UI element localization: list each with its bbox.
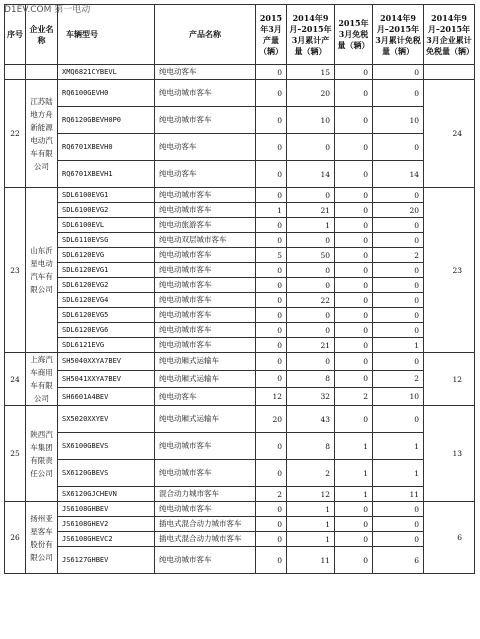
cell-prod-month: 0 — [256, 278, 287, 293]
cell-model: SDL6110EVSG — [58, 233, 155, 248]
table-row — [5, 487, 475, 502]
cell-product: 纯电动客车 — [155, 134, 256, 161]
cell-exempt-month: 0 — [335, 338, 373, 353]
cell-prod-month: 0 — [256, 308, 287, 323]
cell-exempt-cum: 0 — [373, 532, 424, 547]
header-product: 产品名称 — [155, 5, 256, 65]
cell-prod-month: 0 — [256, 502, 287, 517]
cell-prod-cum: 12 — [287, 487, 335, 502]
cell-exempt-month: 1 — [335, 460, 373, 487]
cell-exempt-cum: 0 — [373, 293, 424, 308]
cell-exempt-cum: 11 — [373, 487, 424, 502]
cell-model: SDL6100EVG1 — [58, 188, 155, 203]
cell-exempt-month: 0 — [335, 293, 373, 308]
cell-exempt-month: 0 — [335, 188, 373, 203]
cell-prod-cum: 22 — [287, 293, 335, 308]
cell-exempt-cum: 10 — [373, 388, 424, 406]
table-row — [5, 65, 475, 80]
cell-prod-month: 1 — [256, 203, 287, 218]
cell-model: RQ6120GBEVH0P0 — [58, 107, 155, 134]
cell-product: 纯电动城市客车 — [155, 188, 256, 203]
cell-exempt-month: 2 — [335, 388, 373, 406]
cell-product: 纯电动城市客车 — [155, 547, 256, 574]
group-total: 24 — [424, 80, 475, 188]
cell-exempt-month: 0 — [335, 532, 373, 547]
group-company — [26, 65, 58, 80]
table-row — [5, 532, 475, 547]
cell-exempt-cum: 0 — [373, 80, 424, 107]
cell-exempt-cum: 0 — [373, 517, 424, 532]
cell-model: RQ6701XBEVH1 — [58, 161, 155, 188]
cell-exempt-month: 0 — [335, 502, 373, 517]
cell-prod-month: 2 — [256, 487, 287, 502]
table-row — [5, 107, 475, 134]
table-row — [5, 248, 475, 263]
cell-prod-month: 0 — [256, 263, 287, 278]
cell-prod-cum: 1 — [287, 218, 335, 233]
table-row — [5, 502, 475, 517]
table-row — [5, 188, 475, 203]
cell-prod-cum: 0 — [287, 353, 335, 371]
cell-exempt-month: 0 — [335, 161, 373, 188]
cell-exempt-month: 0 — [335, 248, 373, 263]
cell-model: SDL6120EVG — [58, 248, 155, 263]
cell-model: JS6108GHBEV — [58, 502, 155, 517]
cell-product: 纯电动城市客车 — [155, 338, 256, 353]
cell-product: 混合动力城市客车 — [155, 487, 256, 502]
cell-exempt-month: 0 — [335, 547, 373, 574]
cell-exempt-cum: 20 — [373, 203, 424, 218]
cell-prod-month: 0 — [256, 188, 287, 203]
cell-model: SDL6100EVL — [58, 218, 155, 233]
cell-model: SX6100GBEVS — [58, 433, 155, 460]
cell-product: 纯电动客车 — [155, 65, 256, 80]
cell-model: SDL6120EVG6 — [58, 323, 155, 338]
group-total — [424, 65, 475, 80]
group-company: 陕西汽车集团有限责任公司 — [26, 406, 58, 502]
cell-product: 纯电动城市客车 — [155, 278, 256, 293]
table-row — [5, 218, 475, 233]
cell-product: 纯电动厢式运输车 — [155, 406, 256, 433]
cell-product: 纯电动双层城市客车 — [155, 233, 256, 248]
cell-product: 纯电动城市客车 — [155, 308, 256, 323]
cell-product: 纯电动客车 — [155, 161, 256, 188]
table-row — [5, 293, 475, 308]
header-company: 企业名称 — [26, 5, 58, 65]
header-model: 车辆型号 — [58, 5, 155, 65]
group-company: 扬州亚星客车股份有限公司 — [26, 502, 58, 574]
cell-exempt-month: 0 — [335, 406, 373, 433]
cell-prod-month: 0 — [256, 233, 287, 248]
cell-prod-cum: 1 — [287, 532, 335, 547]
cell-exempt-cum: 0 — [373, 134, 424, 161]
cell-product: 纯电动城市客车 — [155, 502, 256, 517]
cell-model: SH5041XXYA7BEV — [58, 370, 155, 388]
group-seq: 25 — [5, 406, 26, 502]
group-total: 6 — [424, 502, 475, 574]
group-total: 12 — [424, 353, 475, 406]
cell-exempt-month: 0 — [335, 323, 373, 338]
cell-model: SDL6120EVG2 — [58, 278, 155, 293]
group-seq: 24 — [5, 353, 26, 406]
table-row — [5, 517, 475, 532]
table-row — [5, 406, 475, 433]
cell-exempt-cum: 0 — [373, 406, 424, 433]
header-exempt-month: 2015年3月免税量（辆） — [335, 5, 373, 65]
cell-prod-month: 20 — [256, 406, 287, 433]
cell-product: 纯电动城市客车 — [155, 460, 256, 487]
cell-exempt-cum: 10 — [373, 107, 424, 134]
group-seq: 23 — [5, 188, 26, 353]
cell-prod-month: 0 — [256, 134, 287, 161]
cell-product: 纯电动旅游客车 — [155, 218, 256, 233]
table-row — [5, 308, 475, 323]
group-total: 13 — [424, 406, 475, 502]
table-row — [5, 161, 475, 188]
cell-product: 纯电动客车 — [155, 388, 256, 406]
cell-exempt-cum: 0 — [373, 308, 424, 323]
table-row — [5, 134, 475, 161]
cell-exempt-cum: 0 — [373, 233, 424, 248]
cell-exempt-month: 0 — [335, 203, 373, 218]
cell-prod-month: 0 — [256, 218, 287, 233]
vehicle-tax-exemption-table — [4, 4, 475, 574]
cell-prod-cum: 20 — [287, 80, 335, 107]
cell-prod-month: 0 — [256, 517, 287, 532]
cell-prod-cum: 8 — [287, 370, 335, 388]
cell-exempt-month: 1 — [335, 433, 373, 460]
cell-product: 纯电动城市客车 — [155, 248, 256, 263]
cell-prod-cum: 0 — [287, 308, 335, 323]
cell-prod-cum: 50 — [287, 248, 335, 263]
cell-product: 插电式混合动力城市客车 — [155, 517, 256, 532]
cell-prod-month: 0 — [256, 547, 287, 574]
cell-prod-cum: 0 — [287, 263, 335, 278]
cell-prod-cum: 21 — [287, 203, 335, 218]
cell-prod-cum: 0 — [287, 134, 335, 161]
cell-exempt-cum: 1 — [373, 460, 424, 487]
cell-exempt-month: 0 — [335, 80, 373, 107]
cell-prod-cum: 11 — [287, 547, 335, 574]
cell-prod-month: 0 — [256, 370, 287, 388]
table-row — [5, 388, 475, 406]
group-company: 江苏陆地方舟新能源电动汽车有限公司 — [26, 80, 58, 188]
group-company: 上海汽车商用车有限公司 — [26, 353, 58, 406]
cell-exempt-cum: 0 — [373, 65, 424, 80]
cell-exempt-cum: 0 — [373, 218, 424, 233]
cell-prod-month: 0 — [256, 433, 287, 460]
cell-prod-cum: 1 — [287, 517, 335, 532]
table-row — [5, 323, 475, 338]
table-row — [5, 80, 475, 107]
cell-exempt-month: 0 — [335, 134, 373, 161]
cell-product: 纯电动城市客车 — [155, 203, 256, 218]
cell-model: SDL6120EVG1 — [58, 263, 155, 278]
cell-exempt-cum: 6 — [373, 547, 424, 574]
header-seq: 序号 — [5, 5, 26, 65]
cell-product: 纯电动厢式运输车 — [155, 353, 256, 371]
cell-prod-month: 0 — [256, 80, 287, 107]
cell-prod-cum: 1 — [287, 502, 335, 517]
cell-prod-month: 0 — [256, 107, 287, 134]
cell-model: JS6127GHBEV — [58, 547, 155, 574]
cell-exempt-month: 1 — [335, 487, 373, 502]
cell-exempt-month: 0 — [335, 370, 373, 388]
cell-exempt-month: 0 — [335, 233, 373, 248]
cell-prod-month: 12 — [256, 388, 287, 406]
table-body — [5, 65, 475, 574]
cell-exempt-cum: 1 — [373, 433, 424, 460]
cell-exempt-cum: 14 — [373, 161, 424, 188]
cell-exempt-month: 0 — [335, 308, 373, 323]
cell-prod-cum: 0 — [287, 278, 335, 293]
cell-prod-cum: 21 — [287, 338, 335, 353]
cell-prod-month: 5 — [256, 248, 287, 263]
table-row — [5, 433, 475, 460]
cell-prod-month: 0 — [256, 460, 287, 487]
cell-exempt-cum: 0 — [373, 188, 424, 203]
cell-model: SX6120GJCHEVN — [58, 487, 155, 502]
table-row — [5, 353, 475, 371]
table-row — [5, 338, 475, 353]
table-row — [5, 278, 475, 293]
cell-exempt-month: 0 — [335, 218, 373, 233]
group-company: 山东沂星电动汽车有限公司 — [26, 188, 58, 353]
cell-model: RQ6701XBEVH0 — [58, 134, 155, 161]
cell-product: 纯电动城市客车 — [155, 263, 256, 278]
table-row — [5, 263, 475, 278]
cell-product: 插电式混合动力城市客车 — [155, 532, 256, 547]
cell-exempt-cum: 0 — [373, 353, 424, 371]
table-row — [5, 203, 475, 218]
group-seq — [5, 65, 26, 80]
cell-prod-cum: 0 — [287, 323, 335, 338]
cell-exempt-month: 0 — [335, 278, 373, 293]
cell-exempt-month: 0 — [335, 65, 373, 80]
cell-exempt-month: 0 — [335, 107, 373, 134]
cell-model: SDL6120EVG5 — [58, 308, 155, 323]
cell-model: JS6108GHEV2 — [58, 517, 155, 532]
cell-prod-cum: 15 — [287, 65, 335, 80]
cell-prod-cum: 43 — [287, 406, 335, 433]
group-seq: 26 — [5, 502, 26, 574]
group-total: 23 — [424, 188, 475, 353]
cell-model: SDL6100EVG2 — [58, 203, 155, 218]
cell-prod-month: 0 — [256, 338, 287, 353]
header-company-total: 2014年9月–2015年3月企业累计免税量（辆） — [424, 5, 475, 65]
cell-product: 纯电动城市客车 — [155, 80, 256, 107]
cell-model: SX5020XXYEV — [58, 406, 155, 433]
cell-exempt-month: 0 — [335, 263, 373, 278]
table-row — [5, 460, 475, 487]
table-row — [5, 233, 475, 248]
header-prod-month: 2015年3月产量（辆） — [256, 5, 287, 65]
cell-prod-cum: 32 — [287, 388, 335, 406]
cell-product: 纯电动城市客车 — [155, 107, 256, 134]
cell-exempt-cum: 0 — [373, 323, 424, 338]
cell-prod-month: 0 — [256, 161, 287, 188]
cell-exempt-month: 0 — [335, 517, 373, 532]
cell-prod-month: 0 — [256, 293, 287, 308]
cell-prod-cum: 0 — [287, 188, 335, 203]
table-row — [5, 547, 475, 574]
cell-model: XMQ6821CYBEVL — [58, 65, 155, 80]
cell-exempt-month: 0 — [335, 353, 373, 371]
cell-model: SDL6120EVG4 — [58, 293, 155, 308]
cell-prod-cum: 14 — [287, 161, 335, 188]
cell-prod-month: 0 — [256, 532, 287, 547]
cell-model: SH6601A4BEV — [58, 388, 155, 406]
header-prod-cum: 2014年9月–2015年3月累计产量（辆） — [287, 5, 335, 65]
cell-model: SX6120GBEVS — [58, 460, 155, 487]
cell-prod-cum: 2 — [287, 460, 335, 487]
cell-prod-month: 0 — [256, 65, 287, 80]
cell-prod-cum: 8 — [287, 433, 335, 460]
cell-model: SH5040XXYA7BEV — [58, 353, 155, 371]
cell-product: 纯电动厢式运输车 — [155, 370, 256, 388]
cell-model: RQ6100GEVH0 — [58, 80, 155, 107]
cell-exempt-cum: 2 — [373, 248, 424, 263]
cell-model: JS6108GHEVC2 — [58, 532, 155, 547]
cell-model: SDL6121EVG — [58, 338, 155, 353]
cell-exempt-cum: 0 — [373, 263, 424, 278]
watermark-text: D1EV.COM 第一电动 — [4, 5, 91, 15]
header-exempt-cum: 2014年9月–2015年3月累计免税量（辆） — [373, 5, 424, 65]
cell-exempt-cum: 1 — [373, 338, 424, 353]
cell-product: 纯电动城市客车 — [155, 323, 256, 338]
table-row — [5, 370, 475, 388]
cell-product: 纯电动城市客车 — [155, 433, 256, 460]
group-seq: 22 — [5, 80, 26, 188]
cell-exempt-cum: 0 — [373, 502, 424, 517]
cell-prod-cum: 10 — [287, 107, 335, 134]
cell-product: 纯电动城市客车 — [155, 293, 256, 308]
cell-prod-month: 0 — [256, 323, 287, 338]
cell-exempt-cum: 0 — [373, 278, 424, 293]
cell-prod-month: 0 — [256, 353, 287, 371]
cell-prod-cum: 0 — [287, 233, 335, 248]
cell-exempt-cum: 2 — [373, 370, 424, 388]
